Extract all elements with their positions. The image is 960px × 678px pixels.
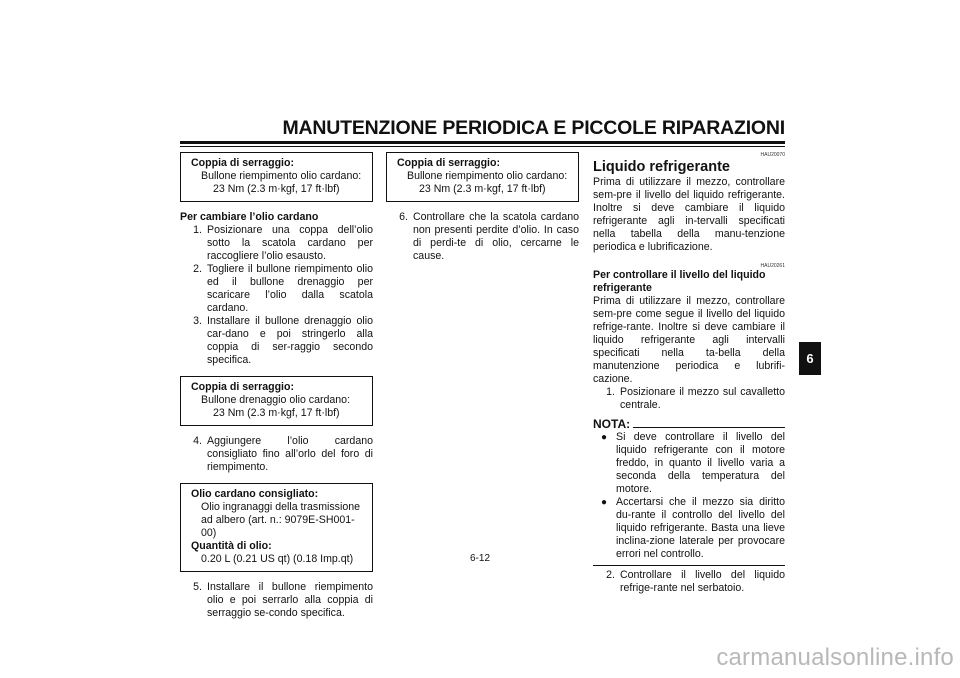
spec-title: Coppia di serraggio: <box>191 381 295 393</box>
column-left <box>180 152 373 620</box>
torque-spec-box <box>180 376 373 426</box>
header-rule-thin <box>180 146 785 147</box>
step-text: Aggiungere l’olio cardano consigliato fino all’orlo del foro di riempimento. <box>207 435 373 473</box>
procedure-step <box>593 386 785 412</box>
section-title: Liquido refrigerante <box>593 159 730 175</box>
bullet-icon: ● <box>601 432 608 443</box>
header-rule-thick <box>180 141 785 144</box>
step-text: Controllare che la scatola cardano non presenti perdite d’olio. In caso di perdi-te di olio, cercarne le cause. <box>413 211 579 262</box>
step-text: Posizionare il mezzo sul cavalletto centrale. <box>620 386 785 411</box>
note-label: NOTA: <box>593 417 631 431</box>
torque-spec-box <box>386 152 579 202</box>
bullet-text: Si deve controllare il livello del liquido refrigerante con il motore freddo, in quanto il livello varia a seconda della temperatura del motore. <box>616 431 785 495</box>
procedure-intro: Prima di utilizzare il mezzo, controllare sem-pre come segue il livello del liquido refrige-rante. Inoltre si deve cambiare il liquido refrigerante agli intervalli specificati nella ta-bella della manutenzione periodica e lubrifi-cazione. <box>593 295 785 385</box>
step-number: 2. <box>606 569 615 581</box>
step-text: Installare il bullone riempimento olio e poi serrarlo alla coppia di serraggio se-condo specifica. <box>207 581 373 619</box>
step-text: Togliere il bullone riempimento olio ed il bullone drenaggio per scaricare l’olio dalla scatola cardano. <box>207 263 373 314</box>
spec-item: Bullone riempimento olio cardano: <box>201 170 362 182</box>
step-text: Controllare il livello del liquido refrige-rante nel serbatoio. <box>620 569 785 594</box>
step-number: 3. <box>193 315 202 327</box>
step-text: Posizionare una coppa dell’olio sotto la scatola cardano per raccogliere l’olio esausto. <box>207 224 373 262</box>
chapter-tab[interactable]: 6 <box>799 342 821 375</box>
note-bullet <box>593 431 785 496</box>
torque-spec-box <box>180 152 373 202</box>
procedure-step <box>180 315 373 367</box>
page-header-title: MANUTENZIONE PERIODICA E PICCOLE RIPARAZIONI <box>282 117 785 139</box>
note-header <box>593 418 785 431</box>
note-bullet <box>593 496 785 561</box>
spec-title: Olio cardano consigliato: <box>191 488 319 500</box>
spec-item: Olio ingranaggi della trasmissione ad albero (art. n.: 9079E-SH001-00) <box>201 501 360 539</box>
section-intro: Prima di utilizzare il mezzo, controllare sem-pre il livello del liquido refrigerante. Inoltre si deve cambiare il liquido refrigerante agli in-tervalli specificati nella tabella della manu-tenzione periodica e lubrificazione. <box>593 176 785 253</box>
procedure-heading: Per cambiare l’olio cardano <box>180 211 319 223</box>
watermark: carmanualsonline.info <box>716 644 954 671</box>
bullet-icon: ● <box>601 497 608 508</box>
section-code: HAU20070 <box>760 152 785 158</box>
spec-title: Quantità di olio: <box>191 540 272 552</box>
procedure-step <box>386 211 579 263</box>
step-number: 1. <box>193 224 202 236</box>
spec-value: 23 Nm (2.3 m·kgf, 17 ft·lbf) <box>213 407 340 419</box>
spec-value: 23 Nm (2.3 m·kgf, 17 ft·lbf) <box>419 183 546 195</box>
page-number: 6-12 <box>469 553 490 564</box>
step-number: 2. <box>193 263 202 275</box>
step-number: 1. <box>606 386 615 398</box>
spec-title: Coppia di serraggio: <box>191 157 295 169</box>
column-right <box>593 152 785 595</box>
procedure-step <box>593 569 785 595</box>
procedure-step <box>180 263 373 315</box>
column-middle <box>386 152 579 263</box>
step-number: 6. <box>399 211 408 223</box>
bullet-text: Accertarsi che il mezzo sia diritto du-rante il controllo del livello del liquido refrigerante. Basta una lieve inclina-zione laterale per provocare errori nel controllo. <box>616 496 785 560</box>
step-number: 4. <box>193 435 202 447</box>
procedure-step <box>180 435 373 474</box>
procedure-step <box>180 581 373 620</box>
spec-value: 23 Nm (2.3 m·kgf, 17 ft·lbf) <box>213 183 340 195</box>
note-end-rule <box>593 565 785 566</box>
spec-title: Coppia di serraggio: <box>397 157 501 169</box>
step-text: Installare il bullone drenaggio olio car-dano e poi stringerlo alla coppia di ser-raggio secondo specifica. <box>207 315 373 366</box>
step-number: 5. <box>193 581 202 593</box>
procedure-heading: Per controllare il livello del liquido refrigerante <box>593 269 766 294</box>
spec-item: Bullone riempimento olio cardano: <box>407 170 568 182</box>
spec-item: Bullone drenaggio olio cardano: <box>201 394 351 406</box>
procedure-step <box>180 224 373 263</box>
spec-value: 0.20 L (0.21 US qt) (0.18 Imp.qt) <box>201 553 354 565</box>
section-code: HAU20261 <box>760 263 785 269</box>
note-rule <box>633 427 785 428</box>
